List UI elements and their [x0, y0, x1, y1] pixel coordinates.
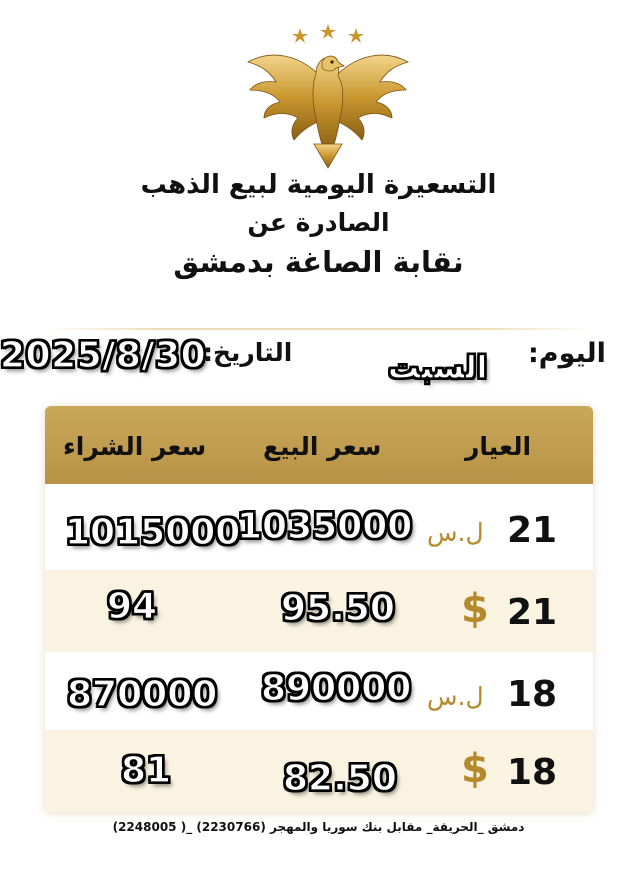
currency-symbol: $ [461, 746, 489, 792]
buy-price: 1015000 [65, 512, 241, 553]
sell-price: 95.50 [281, 588, 395, 629]
title-line-2: الصادرة عن [247, 208, 390, 237]
table-row [45, 730, 593, 812]
karat-value: 18 [507, 674, 558, 715]
date-value: 2025/8/30 [0, 335, 207, 376]
buy-price: 81 [121, 750, 172, 791]
header-sell-price: سعر البيع [263, 432, 382, 461]
table-row [45, 488, 593, 570]
buy-price: 94 [107, 586, 158, 627]
date-label: التاريخ: [203, 338, 293, 367]
table-row [45, 652, 593, 734]
currency-symbol: ل.س [427, 682, 484, 711]
currency-symbol: $ [461, 586, 489, 632]
footer-address: دمشق _الحريقة_ مقابل بنك سوريا والمهجر (2230766) _( 2248005) [112, 820, 525, 834]
karat-value: 21 [507, 592, 558, 633]
title-line-3: نقابة الصاغة بدمشق [173, 245, 464, 279]
star-icon [292, 24, 364, 43]
sell-price: 1035000 [237, 506, 413, 547]
header-karat: العيار [465, 432, 532, 461]
title-line-1: التسعيرة اليومية لبيع الذهب [140, 170, 497, 200]
header-buy-price: سعر الشراء [63, 432, 207, 461]
buy-price: 870000 [67, 674, 218, 715]
eagle-emblem-icon [240, 22, 416, 172]
day-value: السبت [388, 350, 488, 386]
karat-value: 18 [507, 752, 558, 793]
day-label: اليوم: [528, 338, 606, 369]
sell-price: 82.50 [283, 758, 397, 799]
karat-value: 21 [507, 510, 558, 551]
price-table [45, 406, 593, 812]
currency-symbol: ل.س [427, 518, 484, 547]
table-header [45, 406, 593, 484]
divider [52, 328, 585, 330]
sell-price: 890000 [261, 668, 412, 709]
table-row [45, 570, 593, 652]
